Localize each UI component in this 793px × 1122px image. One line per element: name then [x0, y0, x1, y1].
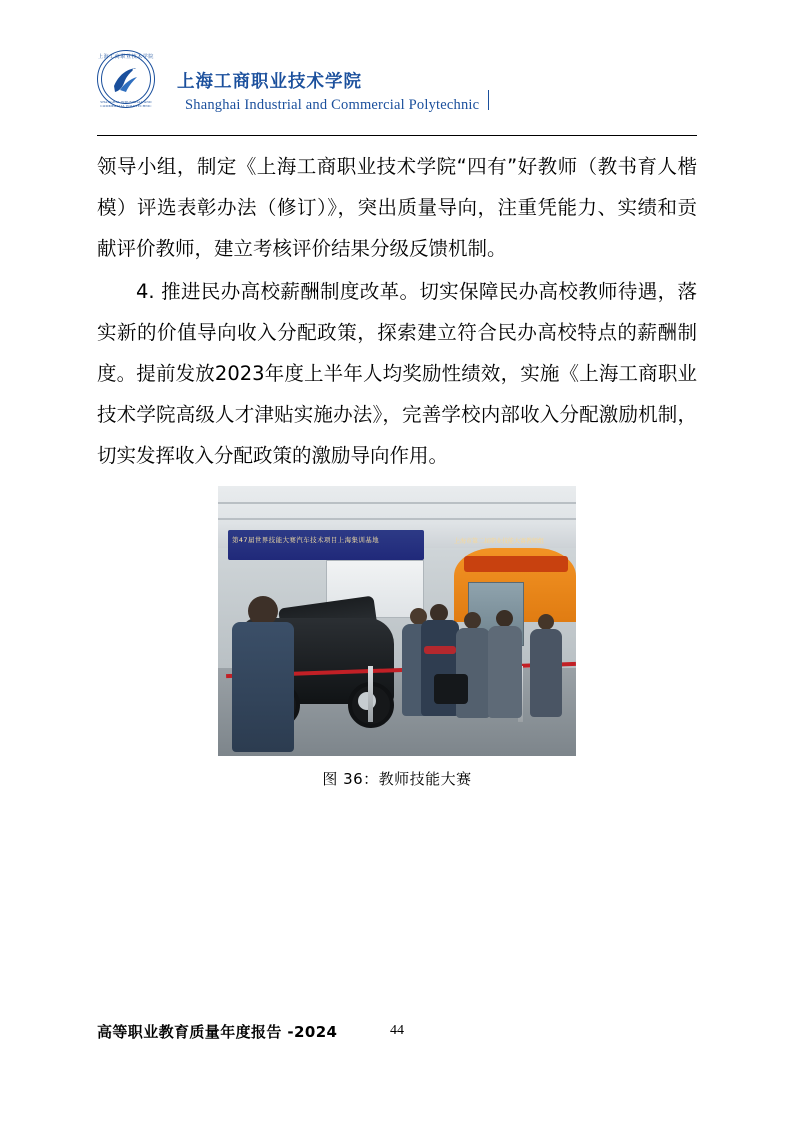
page-header — [97, 50, 697, 128]
photo-booth-sign — [464, 556, 568, 572]
photo-ceiling-line-1 — [218, 502, 576, 504]
paragraph-1: 领导小组，制定《上海工商职业技术学院“四有”好教师（教书育人楷模）评选表彰办法（修订）》，突出质量导向，注重凭能力、实绩和贡献评价教师，建立考核评价结果分级反馈机制。 — [97, 155, 697, 260]
photo-person-torso — [488, 626, 522, 718]
page-content — [97, 146, 697, 476]
photo-banner-left-text: 第47届世界技能大赛汽车技术项目上海集训基地 — [232, 536, 380, 544]
photo-person-head — [496, 610, 513, 627]
bird-emblem-icon — [110, 64, 142, 94]
photo-wheel-hub-rear — [358, 692, 376, 710]
figure-block — [97, 486, 697, 789]
photo-person-torso — [530, 629, 562, 717]
institution-name-en: Shanghai Industrial and Commercial Polytechnic — [185, 97, 480, 113]
institution-name-cn: 上海工商职业技术学院 — [177, 72, 362, 92]
logo-text-caret — [488, 90, 489, 110]
photo-barrier-post-1 — [368, 666, 373, 722]
photo-person-head — [464, 612, 481, 629]
footer-document-title: 高等职业教育质量年度报告 -2024 — [97, 1023, 338, 1041]
seal-chinese-text: 上海工商职业技术学院 — [97, 54, 154, 60]
photo-ceiling-line-2 — [218, 518, 576, 520]
photo-banner-right-text: 上海市第二届职业技能大赛教师组 — [454, 538, 545, 545]
header-divider — [97, 135, 697, 136]
figure-caption: 图 36：教师技能大赛 — [322, 770, 472, 788]
paragraph-2: 4. 推进民办高校薪酬制度改革。切实保障民办高校教师待遇，落实新的价值导向收入分配政策，探索建立符合民办高校特点的薪酬制度。提前发放2023年度上半年人均奖励性绩效，实施《上海工商职业技术学院高级人才津贴实施办法》，完善学校内部收入分配激励机制，切实发挥收入分配政策的激励导向作用。 — [97, 280, 697, 467]
photo-person-torso — [456, 628, 490, 718]
photo-person-head — [538, 614, 554, 630]
photo-shoulder-bag — [434, 674, 468, 704]
figure-image — [218, 486, 576, 756]
photo-person-torso — [232, 622, 294, 752]
footer-page-number: 44 — [390, 1023, 404, 1038]
seal-english-text: SHANGHAI INDUSTRIAL AND COMMERCIAL POLYTECHNIC — [100, 100, 152, 108]
photo-person-strap — [424, 646, 456, 654]
institution-seal-logo — [97, 50, 159, 112]
